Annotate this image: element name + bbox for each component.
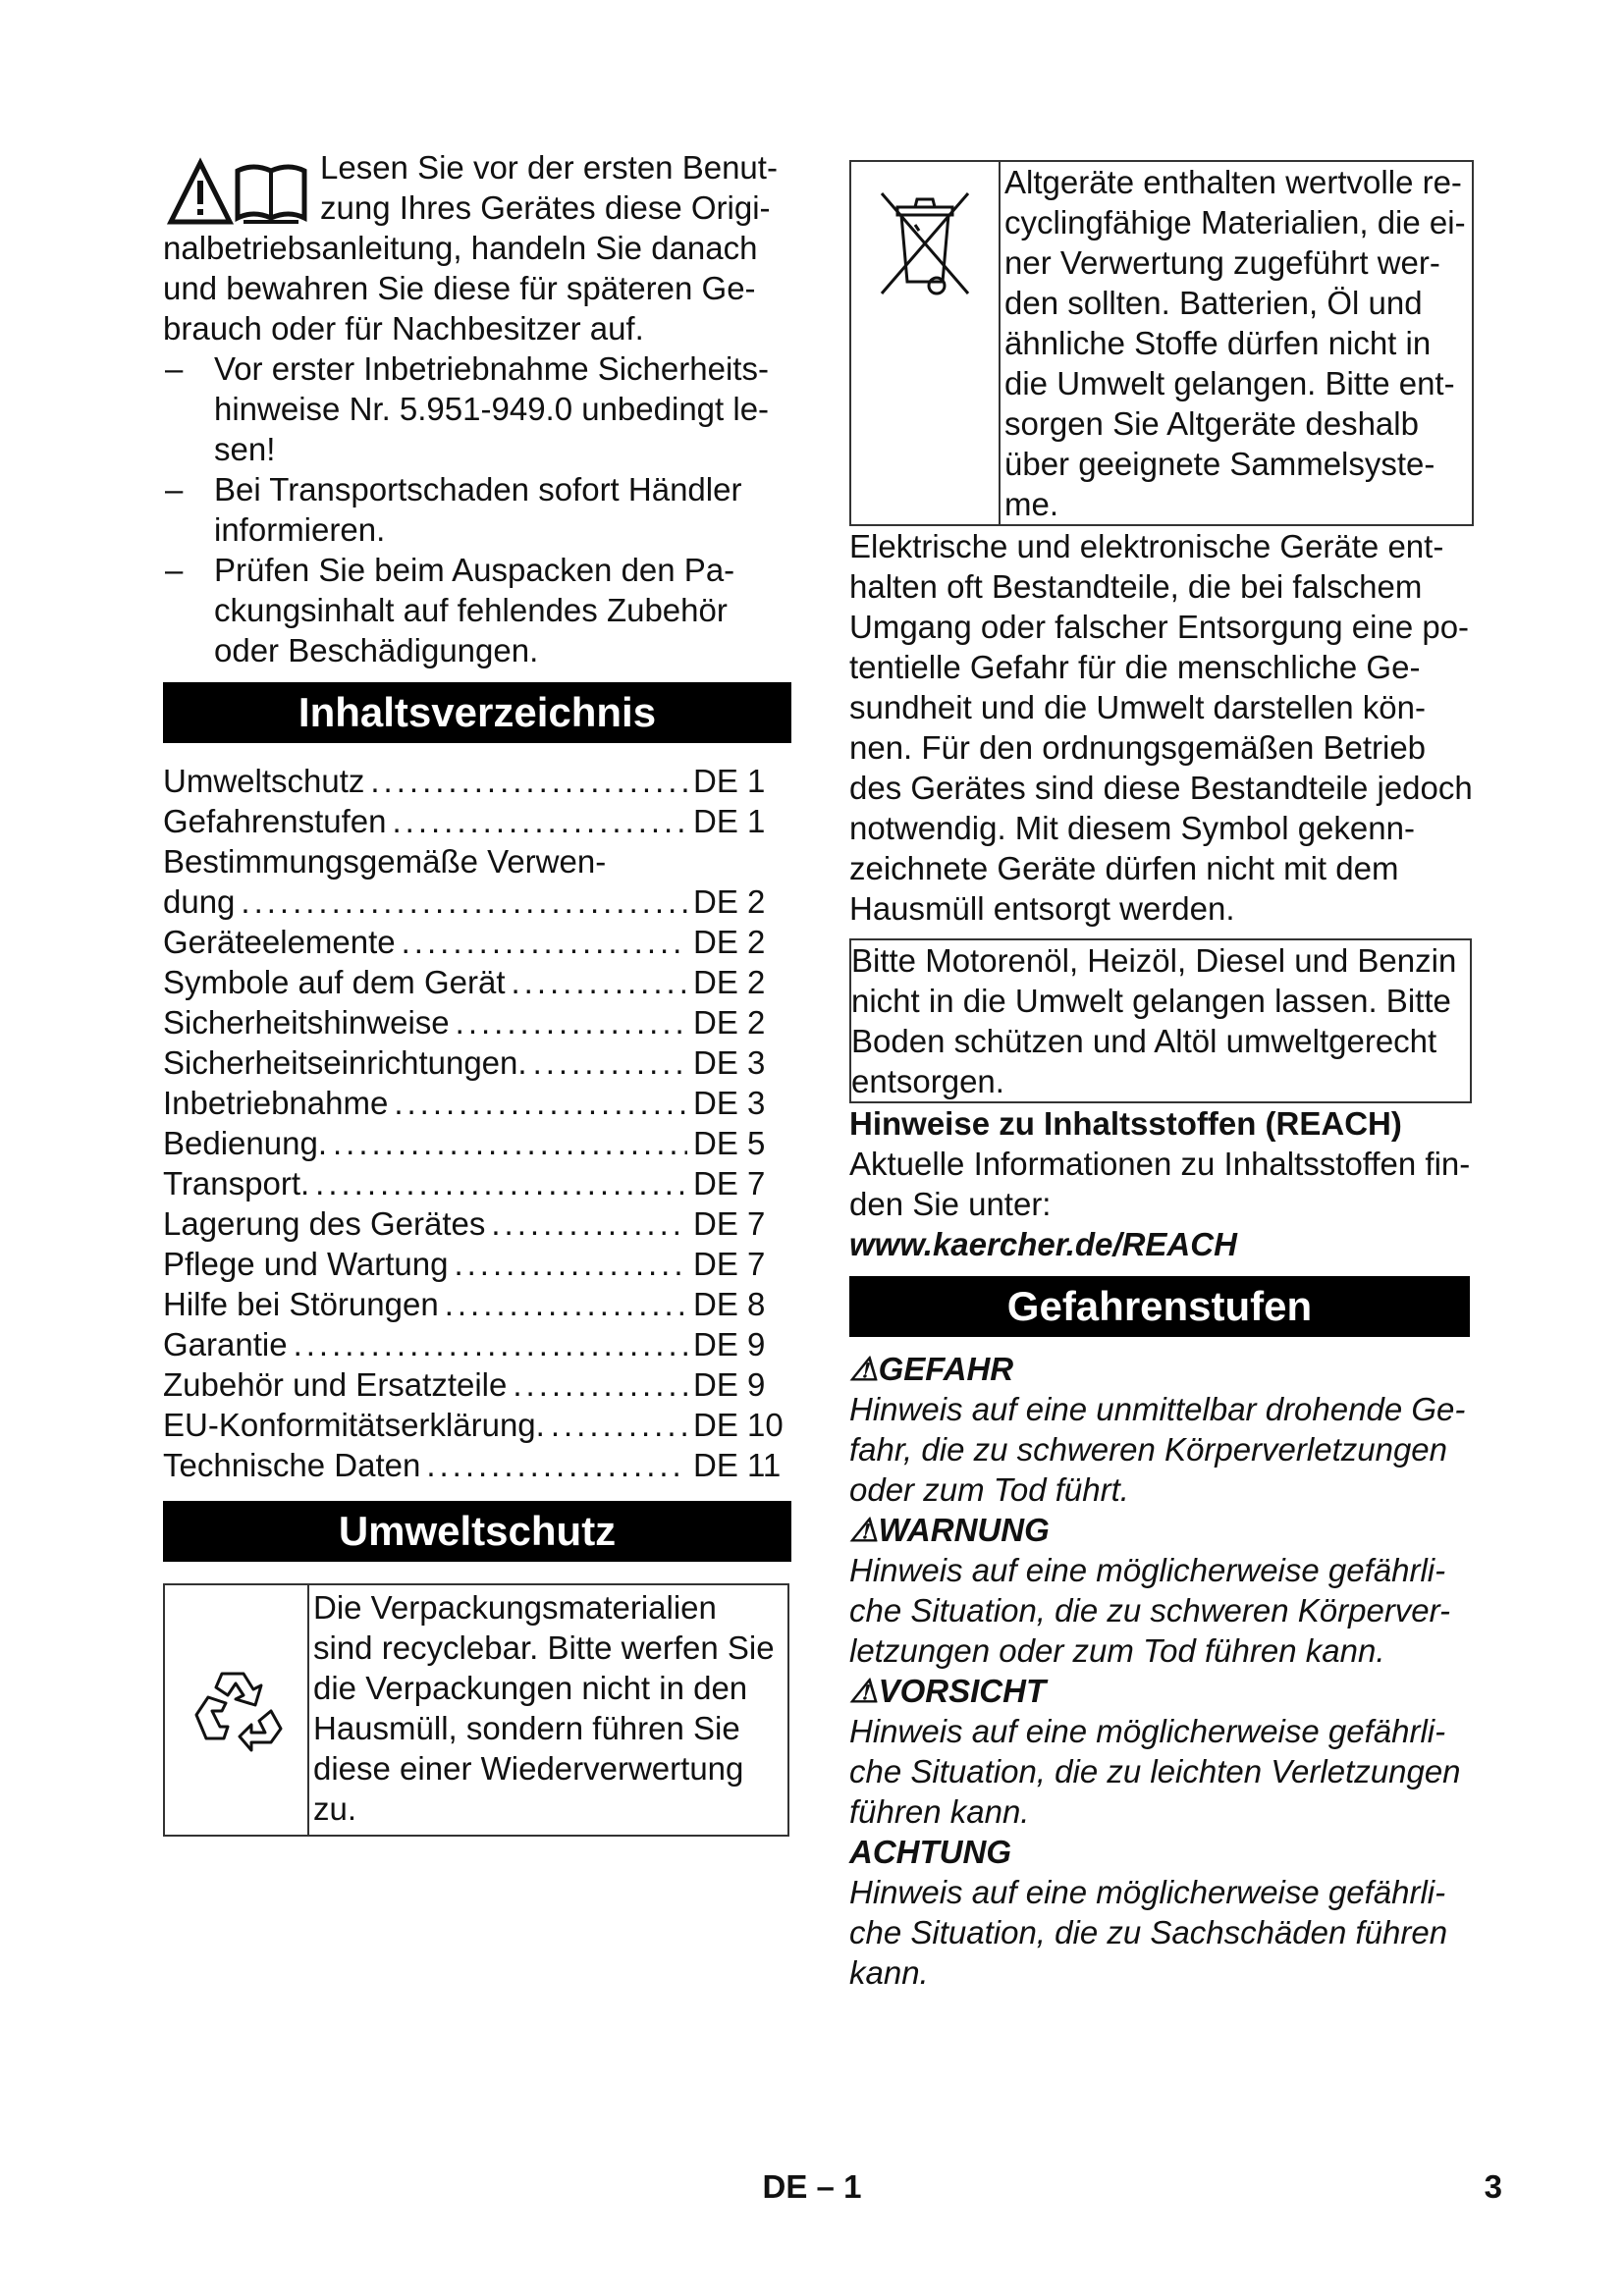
hazard-label-achtung: ACHTUNG [849, 1834, 1011, 1870]
toc-label: Sicherheitshinweise [163, 1004, 450, 1041]
toc-label: Technische Daten [163, 1447, 421, 1483]
reach-line: den Sie unter: [849, 1186, 1052, 1222]
toc-page: DE 11 [693, 1447, 782, 1483]
toc-entry-pflege[interactable] [163, 1244, 791, 1284]
hazard-line: Hinweis auf eine möglicherweise gefährli- [849, 1552, 1446, 1588]
toc-leader [294, 1324, 687, 1364]
intro-bullet-list [163, 348, 791, 670]
toc-leader [394, 1083, 687, 1123]
bullet-line: – Bei Transportschaden sofort Händler [214, 471, 742, 507]
hazard-label-warnung [849, 1510, 1478, 1550]
hazard-label-text: VORSICHT [878, 1673, 1047, 1709]
hazard-line: Hinweis auf eine unmittelbar drohende Ge- [849, 1391, 1466, 1427]
toc-label: EU-Konformitätserklärung. [163, 1407, 545, 1443]
warning-triangle-icon: ⚠ [849, 1512, 879, 1548]
left-column [163, 147, 791, 1837]
warning-manual-icon [167, 157, 310, 226]
hazard-label-gefahr [849, 1349, 1478, 1389]
oil-line: entsorgen. [851, 1063, 1004, 1099]
toc-label: Bedienung. [163, 1125, 327, 1161]
toc-entry-umweltschutz[interactable] [163, 761, 791, 801]
toc-label: Pflege und Wartung [163, 1246, 449, 1282]
recycle-line: diese einer Wiederverwertung [313, 1750, 744, 1787]
toc-page: DE 7 [693, 1165, 766, 1201]
toc-page: DE 2 [693, 964, 766, 1000]
intro-bullet [163, 348, 791, 469]
paragraph-line: nen. Für den ordnungsgemäßen Betrieb [849, 729, 1427, 766]
disposal-line: sorgen Sie Altgeräte deshalb [1004, 405, 1419, 442]
toc-label: Zubehör und Ersatzteile [163, 1366, 508, 1403]
warning-triangle-icon: ⚠ [849, 1673, 879, 1709]
toc-page: DE 1 [693, 803, 766, 839]
toc-label: Transport. [163, 1165, 310, 1201]
intro-line: nalbetriebsanleitung, handeln Sie danach [163, 230, 758, 266]
paragraph-line: zeichnete Geräte dürfen nicht mit dem [849, 850, 1399, 886]
toc-leader [370, 761, 687, 801]
disposal-box [849, 160, 1474, 526]
intro-bullet [163, 469, 791, 550]
bullet-line: hinweise Nr. 5.951-949.0 unbedingt le- [214, 391, 770, 427]
toc-page: DE 9 [693, 1326, 766, 1362]
toc-entry-sicherheitseinrichtungen[interactable] [163, 1042, 791, 1083]
bullet-line: ckungsinhalt auf fehlendes Zubehör [214, 592, 728, 628]
toc-leader [491, 1203, 687, 1244]
paragraph-line: Hausmüll entsorgt werden. [849, 890, 1235, 927]
toc-label: Lagerung des Gerätes [163, 1205, 486, 1242]
recycle-box [163, 1583, 789, 1837]
hazard-line: Hinweis auf eine möglicherweise gefährli- [849, 1713, 1446, 1749]
hazard-line: che Situation, die zu Sachschäden führen [849, 1914, 1448, 1950]
hazard-line: che Situation, die zu leichten Verletzungen [849, 1753, 1461, 1789]
page-number: 3 [1484, 2168, 1502, 2205]
hazard-line: Hinweis auf eine möglicherweise gefährli- [849, 1874, 1446, 1910]
crossed-bin-icon [876, 187, 974, 305]
hazard-label-text: GEFAHR [878, 1351, 1014, 1387]
toc-leader [533, 1042, 687, 1083]
toc-page: DE 2 [693, 1004, 766, 1041]
toc-entry-hilfe[interactable] [163, 1284, 791, 1324]
umweltschutz-heading: Umweltschutz [163, 1501, 791, 1562]
toc-leader [402, 922, 687, 962]
disposal-line: über geeignete Sammelsyste- [1004, 446, 1435, 482]
reach-link[interactable]: www.kaercher.de/REACH [849, 1226, 1237, 1262]
toc-label: Bestimmungsgemäße Verwen- [163, 843, 607, 880]
toc-entry-gefahrenstufen[interactable] [163, 801, 791, 841]
toc-leader [551, 1405, 687, 1445]
toc-label: Umweltschutz [163, 763, 365, 799]
toc-leader [315, 1163, 687, 1203]
page-section-label: DE – 1 [762, 2168, 862, 2205]
hazard-label-vorsicht [849, 1671, 1478, 1711]
toc-entry-lagerung[interactable] [163, 1203, 791, 1244]
bullet-line: informieren. [214, 511, 386, 548]
reach-line: Aktuelle Informationen zu Inhaltsstoffen fin- [849, 1146, 1471, 1182]
toc-leader [445, 1284, 687, 1324]
disposal-line: cyclingfähige Materialien, die ei- [1004, 204, 1466, 240]
toc-page: DE 7 [693, 1205, 766, 1242]
toc-page: DE 3 [693, 1044, 766, 1081]
disposal-line: die Umwelt gelangen. Bitte ent- [1004, 365, 1455, 401]
toc-label: Sicherheitseinrichtungen. [163, 1044, 527, 1081]
recycle-icon-cell [165, 1585, 309, 1835]
table-of-contents [163, 761, 791, 1485]
toc-label: Hilfe bei Störungen [163, 1286, 439, 1322]
intro-section [163, 147, 791, 670]
toc-leader [454, 1244, 687, 1284]
disposal-line: Altgeräte enthalten wertvolle re- [1004, 164, 1462, 200]
toc-entry-symbole[interactable] [163, 962, 791, 1002]
paragraph-line: tentielle Gefahr für die menschliche Ge- [849, 649, 1421, 685]
toc-entry-bedienung[interactable] [163, 1123, 791, 1163]
hazard-label-text: WARNUNG [878, 1512, 1050, 1548]
recycle-line: zu. [313, 1790, 357, 1827]
toc-label: Geräteelemente [163, 924, 396, 960]
toc-entry-technische-daten[interactable] [163, 1445, 791, 1485]
toc-label: Garantie [163, 1326, 288, 1362]
oil-line: Bitte Motorenöl, Heizöl, Diesel und Benzin [851, 942, 1457, 979]
toc-leader [333, 1123, 687, 1163]
toc-leader [512, 962, 688, 1002]
intro-line: und bewahren Sie diese für späteren Ge- [163, 270, 756, 306]
recycle-text [309, 1585, 775, 1835]
paragraph-line: notwendig. Mit diesem Symbol gekenn- [849, 810, 1415, 846]
bullet-line: – Prüfen Sie beim Auspacken den Pa- [214, 552, 735, 588]
toc-leader [456, 1002, 687, 1042]
disposal-line: me. [1004, 486, 1059, 522]
recycle-line: Hausmüll, sondern führen Sie [313, 1710, 740, 1746]
toc-leader [513, 1364, 687, 1405]
warning-triangle-icon: ⚠ [849, 1351, 879, 1387]
toc-entry-geraeteelemente[interactable] [163, 922, 791, 962]
oil-notice-box [849, 938, 1472, 1103]
right-column [849, 160, 1478, 1993]
toc-label: dung [163, 883, 236, 920]
toc-page: DE 5 [693, 1125, 766, 1161]
toc-leader [393, 801, 688, 841]
toc-page: DE 8 [693, 1286, 766, 1322]
intro-line: zung Ihres Gerätes diese Origi- [320, 189, 771, 226]
toc-label: Inbetriebnahme [163, 1085, 389, 1121]
hazard-line: fahr, die zu schweren Körperverletzungen [849, 1431, 1448, 1468]
reach-heading: Hinweise zu Inhaltsstoffen (REACH) [849, 1105, 1402, 1142]
bullet-line: oder Beschädigungen. [214, 632, 539, 668]
paragraph-line: sundheit und die Umwelt darstellen kön- [849, 689, 1426, 725]
disposal-line: den sollten. Batterien, Öl und [1004, 285, 1423, 321]
toc-entry-sicherheitshinweise[interactable] [163, 1002, 791, 1042]
toc-entry-continued-label [163, 841, 791, 881]
toc-page: DE 3 [693, 1085, 766, 1121]
toc-entry-transport[interactable] [163, 1163, 791, 1203]
toc-page: DE 2 [693, 924, 766, 960]
electrical-devices-paragraph [849, 526, 1478, 929]
toc-label: Symbole auf dem Gerät [163, 964, 506, 1000]
toc-label: Gefahrenstufen [163, 803, 387, 839]
toc-page: DE 2 [693, 883, 766, 920]
toc-entry-eu-konformitaet[interactable] [163, 1405, 791, 1445]
recycle-line: Die Verpackungsmaterialien [313, 1589, 717, 1626]
paragraph-line: Umgang oder falscher Entsorgung eine po- [849, 609, 1470, 645]
paragraph-line: des Gerätes sind diese Bestandteile jedoch [849, 770, 1473, 806]
hazard-levels [849, 1349, 1478, 1993]
oil-line: Boden schützen und Altöl umweltgerecht [851, 1023, 1437, 1059]
toc-entry-garantie[interactable] [163, 1324, 791, 1364]
recycle-line: die Verpackungen nicht in den [313, 1670, 748, 1706]
toc-entry-inbetriebnahme[interactable] [163, 1083, 791, 1123]
crossed-bin-icon-cell [851, 162, 1001, 524]
toc-page: DE 9 [693, 1366, 766, 1403]
hazard-line: oder zum Tod führt. [849, 1471, 1129, 1508]
recycle-icon [183, 1656, 291, 1764]
hazard-line: letzungen oder zum Tod führen kann. [849, 1632, 1385, 1669]
gefahrenstufen-heading: Gefahrenstufen [849, 1276, 1470, 1337]
bullet-line: sen! [214, 431, 276, 467]
toc-entry-zubehoer[interactable] [163, 1364, 791, 1405]
oil-line: nicht in die Umwelt gelangen lassen. Bitte [851, 983, 1451, 1019]
intro-bullet [163, 550, 791, 670]
paragraph-line: Elektrische und elektronische Geräte ent- [849, 528, 1444, 564]
hazard-line: kann. [849, 1954, 929, 1991]
toc-leader [426, 1445, 687, 1485]
disposal-box-text [1001, 162, 1466, 524]
intro-line: Lesen Sie vor der ersten Benut- [320, 149, 778, 186]
disposal-line: ner Verwertung zugeführt wer- [1004, 244, 1440, 281]
toc-page: DE 7 [693, 1246, 766, 1282]
toc-page: DE 10 [693, 1407, 784, 1443]
recycle-line: sind recyclebar. Bitte werfen Sie [313, 1629, 775, 1666]
toc-leader [241, 881, 687, 922]
toc-entry-bestimmungsgemaesse-verwendung[interactable] [163, 881, 791, 922]
intro-line: brauch oder für Nachbesitzer auf. [163, 310, 644, 347]
paragraph-line: halten oft Bestandteile, die bei falschem [849, 568, 1423, 605]
bullet-line: – Vor erster Inbetriebnahme Sicherheits- [214, 350, 769, 387]
hazard-line: che Situation, die zu schweren Körperver- [849, 1592, 1451, 1629]
toc-heading: Inhaltsverzeichnis [163, 682, 791, 743]
hazard-line: führen kann. [849, 1793, 1030, 1830]
disposal-line: ähnliche Stoffe dürfen nicht in [1004, 325, 1432, 361]
toc-page: DE 1 [693, 763, 766, 799]
